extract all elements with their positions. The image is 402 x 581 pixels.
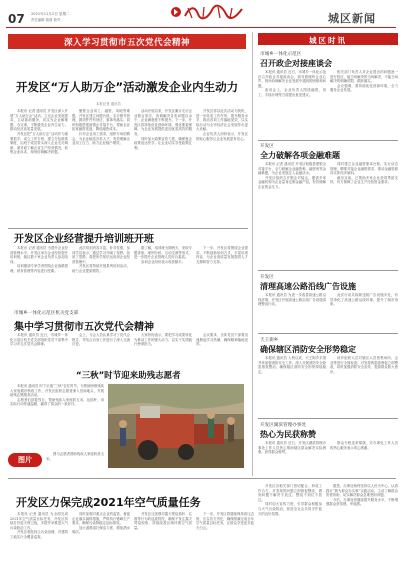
congress-kicker: 市城乡一体化示范区机关党支部 <box>14 311 79 316</box>
right-item1-kicker: 市城乡一体化示范区 <box>260 52 302 57</box>
section-divider-1 <box>8 228 248 229</box>
section-divider-2 <box>8 478 396 479</box>
photo-caption: “三秋”时节迎来助残志愿者 <box>76 371 181 381</box>
photo-text-2: 图为志愿者帮助残疾人家庭收获玉米。 <box>46 452 104 461</box>
photo-badge <box>8 453 42 467</box>
air-column-2: 同时加强对重点企业的监管，督促企业落实减排措施，严格执行错峰生产要求，确保污染物稳定达标排放。 加大道路清扫保洁力度，增加洒水频次。 <box>72 512 130 535</box>
right-item4-kicker: 天王街乡 <box>260 338 279 343</box>
right-item5-title: 热心为民获称赞 <box>260 430 316 439</box>
bottom-right-column: 据悉，办事处始终坚持以人民为中心，认真践行“我为群众办实事”实践活动，主动了解群众所需所盼，切实解决群众急难愁盼问题。 今后，办事处将继续提升服务水平，不断增强群众获得感、幸福感。 <box>326 484 398 507</box>
air-column-5: 开发区各相关部门密切配合，形成工作合力，对发现的问题立即督促整改，做到问题不解决不放过、整改不到位不放过。 同时加大宣传力度，引导群众积极参与大气污染防治，营造全社会共同守护蓝天的良好氛围。 <box>258 484 322 516</box>
right-item3-kicker: 开发区 <box>260 275 274 280</box>
right-divider-4 <box>258 418 398 419</box>
training-column-2: 此次培训内容丰富、针对性强，参训学员表示，通过学习开阔了视野，拓宽了思路，将把所学知识运用到企业经营管理中。 开发区将持续开展系列培训活动，助力企业提质增效。 <box>72 246 130 273</box>
page-number: 07 <box>8 12 25 26</box>
right-item2-title: 全力破解各项金融难题 <box>260 151 340 160</box>
congress-column-3: 大家纷纷表示，要把学习成果转化为推动工作的强大动力，以实干实绩践行使命担当。 <box>134 333 192 347</box>
air-column-4: 下一步，开发区将继续保持高压态势，压实各方责任，确保圆满完成全年空气质量目标任务，让群众享受更多蓝天白云。 <box>196 512 254 530</box>
right-item3-title: 清理高速公路沿线广告设施 <box>260 282 356 291</box>
lead-column-1: 本报讯 记者 通讯员 开发区深入开展“万人助万企”活动，立足企业发展需求，主动靠前服务，切实为企业解难题、办实事，不断激发企业内生动力，推动经济高质量发展。 开发区把“万人助万企”活动作为重要抓手，成立工作专班，建立分包联系制度，由班子成员带头深入企业走访调研，面对面了解企业生产经营情况，收集企业诉求，现场协调解决问题。 <box>10 109 68 155</box>
right-item1-body-a: 本报讯 通讯员 近日，市城乡一体化示范区召开政企对接座谈会，面对面倾听企业心声，现场协调解决企业发展中遇到的困难和问题。 座谈会上，企业负责人围绕融资、用工、手续办理等方面提出意见建议。 <box>258 70 326 97</box>
right-divider-2 <box>258 270 398 271</box>
congress-column-1: 本报讯 通讯员 近日，市城乡一体化示范区机关党支部组织党员干部集中学习市五次党代会精神。 <box>10 333 68 347</box>
right-item1-title: 召开政企对接座谈会 <box>260 59 332 68</box>
right-item4-title: 确保辖区消防安全形势稳定 <box>260 345 356 354</box>
harvest-photo <box>108 384 244 468</box>
training-column-3: 据了解，培训班为期两天，采取专题讲座、案例分析、互动交流等形式，进一步提升企业管理人员综合素质。 参训企业纷纷表示收获颇丰。 <box>134 246 192 264</box>
training-headline: 开发区企业经营提升培训班开班 <box>14 234 154 245</box>
right-divider-1 <box>258 140 398 141</box>
right-item5-body-b: 群众专程送来锦旗，对办事处工作人员的热心服务表示衷心感谢。 <box>330 441 398 450</box>
congress-headline: 集中学习贯彻市五次党代会精神 <box>14 322 154 333</box>
header-rule <box>6 27 396 28</box>
lead-column-2: 聚焦企业用工、融资、用地等难题，开发区建立问题台账，实行销号管理，做到件件有回应、事事有落实。同时积极搭建政银企对接平台，帮助企业拓宽融资渠道，降低融资成本。 针对企业用工需求，组织专场招聘会，为企业输送各类人才，有效缓解企业用工压力，助力企业稳产增效。 <box>72 109 130 146</box>
right-item4-body-b: 该乡组织人员对辖区人员密集场所、企业等进行全面检查，对发现的隐患督促立即整改，同时加强消防安全宣传，提高群众防火意识。 <box>330 356 398 374</box>
lead-headline: 开发区“万人助万企”活动激发企业内生动力 <box>16 80 239 94</box>
right-item5-body-a: 本报讯 通讯员 近日，开发区湖滨管理办事处工作人员热心帮助辖区群众解决实际困难，获得群众称赞。 <box>258 441 326 455</box>
right-item4-body-a: 本报讯 通讯员 入秋以来，天王街乡多措并举加强消防安全工作，深入开展消防安全隐患排查整治，确保辖区消防安全形势持续稳定。 <box>258 356 326 374</box>
right-item2-kicker: 开发区 <box>260 144 274 149</box>
right-item2-body-a: 本报讯 记者 通讯员 开发区积极搭建银企对接平台，全力破解企业融资难、融资贵等金融难题，为企业发展注入金融活水。 开发区组织召开银企对接会，邀请多家金融机构为企业量身定制金融产品，有效缓解企业资金压力。 <box>258 162 326 189</box>
editor-line: 责任编辑 版面 校对 <box>31 18 61 22</box>
congress-column-2: 会上，与会人员认真学习了党代会报告，并结合自身工作进行了深入交流讨论。 <box>72 333 130 347</box>
training-column-1: 本报讯 记者 通讯员 为提升企业经营管理水平，开发区举办企业经营提升培训班，辖区数十家企业负责人参加培训。 培训邀请专家学者围绕企业战略管理、财务管理等内容进行授课。 <box>10 246 68 273</box>
theme-banner <box>8 34 246 49</box>
photo-badge-label: 图片 <box>18 456 32 464</box>
photo-text-1: 本报讯 通讯员 时下正值“三秋”农忙时节，为帮助困难残疾人家庭做好秋收工作，开发区组织志愿者深入田间地头，开展助残志愿服务活动。 志愿者们顶着烈日，帮助残疾人家庭收玉米、运秸秆，用实际行动传递温暖，赢得了群众的一致好评。 <box>10 384 104 407</box>
section-title: 城区新闻 <box>328 12 376 25</box>
training-column-4: 下一步，开发区将围绕企业需求，不断创新培训方式，丰富培训内容，为企业高质量发展提供人才支撑和智力支持。 <box>196 246 248 264</box>
lead-column-3: 活动开展以来，开发区累计走访企业数百家次，协调解决各类问题百余个，企业满意度不断提升。下一步，开发区将持续优化营商环境，强化要素保障，为企业发展提供更加优质高效的服务。 同时加大政策宣传力度，确保惠企政策直达快享，让企业切实享受政策红利。 <box>134 109 192 150</box>
right-item3-body-b: 此次行动共拆除违规广告设施多处，有效净化了高速公路沿线环境，提升了城市形象。 <box>330 293 398 307</box>
news-bar <box>258 33 398 45</box>
air-quality-headline: 开发区力保完成2021年空气质量任务 <box>16 496 201 509</box>
date-line: 2021年11月2日 星期二 <box>31 12 70 16</box>
news-bar-label: 城区时讯 <box>309 35 347 45</box>
lead-byline: 本报记者 通讯员 <box>96 102 121 106</box>
right-item5-kicker: 开发区湖滨管理办事处 <box>260 423 306 428</box>
right-item3-body-a: 本报讯 通讯员 为进一步改善高速公路沿线环境，开发区开展高速公路沿线广告设施清理整治行动。 <box>258 293 326 307</box>
right-item2-body-b: 同时建立企业融资需求台账，实行动态管理，精准对接企业融资需求，推动金融资源向实体经济倾斜。 截至目前，已帮助多家企业获得贷款支持，有力保障了企业生产经营资金需求。 <box>330 162 398 185</box>
newspaper-logo <box>170 2 255 22</box>
air-column-1: 本报讯 记者 通讯员 为全面完成2021年空气质量目标任务，开发区持续打好蓝天保卫战，多措并举推进大气污染防治工作。 开发区强化扬尘污染治理，对建筑工地实行全覆盖巡查。 <box>10 512 68 539</box>
right-column-rule <box>252 32 253 476</box>
congress-column-4: 会议要求，全体党员干部要迅速掀起学习热潮，确保精神落地见效。 <box>196 333 248 347</box>
banner-text: 深入学习贯彻市五次党代会精神 <box>63 38 190 48</box>
right-divider-3 <box>258 333 398 334</box>
lead-column-4: 开发区将以此次活动为契机，进一步转变工作作风，提升服务水平，推动各项工作落地见效，以实际行动为全市经济社会发展作出更大贡献。 企业负责人纷纷表示，开发区的贴心服务让企业发展更有信心。 <box>196 109 248 141</box>
right-item1-body-b: 相关部门负责人对企业提出的问题逐一进行回应，能当场解决的当场解决，不能当场解决的明确时限、跟踪落实。 会议强调，要持续优化营商环境，全力服务企业发展。 <box>330 70 398 93</box>
page-header <box>0 0 402 30</box>
air-column-3: 开发区还加强对露天焚烧秸秆、垃圾等行为的巡查管控，确保不发生露天焚烧现象，持续改善区域环境空气质量。 <box>134 512 192 530</box>
